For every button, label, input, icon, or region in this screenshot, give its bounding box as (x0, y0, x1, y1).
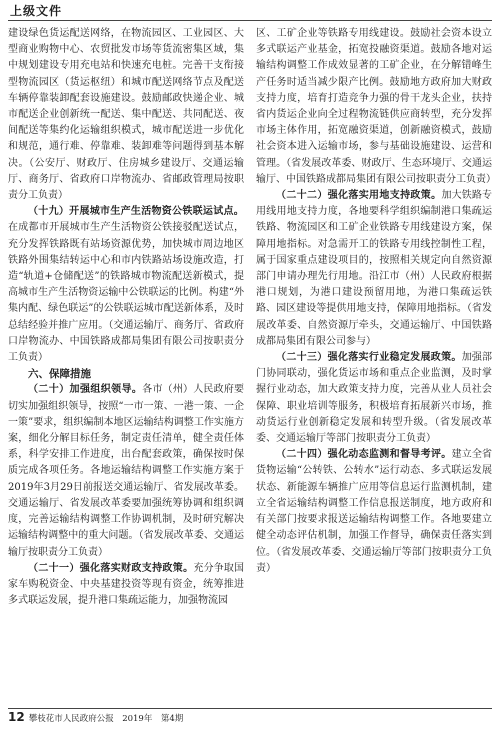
item-body: 加大铁路专用线用地支持力度，各地要科学组织编制港口集疏运铁路、物流园区和工矿企业铁路专用线建设方案，保障用地指标。对急需开工的铁路专用线控制性工程，属于国家重点建设项目的，按照相关规定向自然资源部门申请办理先行用地。沿江市（州）人民政府根据港口规划，为港口建设预留用地，为港口集疏运铁路、园区建设等提供用地支持，保障用地指标。（省发展改革委、自然资源厅牵头，交通运输厅、中国铁路成都局集团有限公司参与） (256, 190, 492, 347)
right-column (256, 26, 496, 577)
publication-name: 攀枝花市人民政府公报 2019年 第4期 (28, 714, 184, 724)
item-lead: （二十）加强组织领导。 (28, 384, 143, 396)
paragraph-item-20 (8, 382, 244, 560)
paragraph-item-21 (8, 561, 244, 610)
paragraph-item-23 (256, 350, 492, 447)
item-body: 加强部门协同联动，强化货运市场和重点企业监测，及时掌握行业动态，加大政策支持力度，完善从业人员社会保障、职业培训等服务，积极培育拓展新兴市场，推动货运行业创新稳定发展和转型升级。（省发展改革委、交通运输厅等部门按职责分工负责） (256, 352, 493, 445)
paragraph-item-19 (8, 204, 244, 366)
page-footer (8, 708, 492, 727)
item-body: 充分争取国家车购税资金、中央基建投资等现有资金，统筹推进多式联运发展，提升港口集疏运能力，加强物流园 (8, 562, 244, 607)
section-title: 上级文件 (10, 4, 63, 18)
item-body: 在成都市开展城市生产生活物资公铁接驳配送试点，充分发挥铁路既有站场资源优势，加快城市周边地区铁路外围集结转运中心和市内铁路站场设施改造，打造“轨道+仓储配送”的铁路城市物流配送新模式，提高城市生产生活物资运输中公铁联运的比例。构建“外集内配、绿色联运”的公铁联运城市配送新体系，及时总结经验并推广应用。（交通运输厅、商务厅、省政府口岸物流办、中国铁路成都局集团有限公司按职责分工负责） (8, 222, 244, 364)
item-lead: （十九）开展城市生产生活物资公铁联运试点。 (28, 206, 244, 218)
item-lead: （二十一）强化落实财政支持政策。 (28, 562, 194, 574)
page-header (8, 0, 492, 21)
item-body: 建立全省货物运输“公转铁、公转水”运行动态、多式联运发展状态、新能源车辆推广应用等信息运行监测机制，建立全省运输结构调整工作信息报送制度，地方政府和有关部门按要求报送运输结构调整工作。各地要建立健全动态评估机制，加强工作督导，确保责任落实到位。（省发展改革委、交通运输厅等部门按职责分工负责） (256, 449, 492, 574)
page-number: 12 (8, 710, 25, 724)
item-lead: （二十二）强化落实用地支持政策。 (276, 190, 442, 202)
paragraph: 建设绿色货运配送网络，在物流园区、工业园区、大型商业购物中心、农贸批发市场等货流密集区域，集中规划建设专用充电站和快速充电桩。完善干支衔接型物流园区（货运枢纽）和城市配送网络节点及配送车辆停靠装卸配套设施建设。鼓励邮政快递企业、城市配送企业创新统一配送、集中配送、共同配送、夜间配送等集约化运输组织模式，城市配送进一步优化和规范，通行难、停靠难、装卸难等问题得到基本解决。（公安厅、财政厅、住房城乡建设厅、交通运输厅、商务厅、省政府口岸物流办、省邮政管理局按职责分工负责） (8, 28, 244, 202)
paragraph-item-22 (256, 188, 492, 350)
left-column (8, 26, 244, 609)
item-body: 各市（州）人民政府要切实加强组织领导，按照“一市一策、一港一策、一企一策”要求，组织编制本地区运输结构调整工作实施方案，细化分解目标任务，制定责任清单，健全责任体系，科学安排工作进度，出台配套政策，确保按时保质完成各项任务。各地运输结构调整工作实施方案于2019年3月29日前报送交通运输厅、省发展改革委。交通运输厅、省发展改革委要加强统筹协调和组织调度，完善运输结构调整工作协调机制，及时研究解决运输结构调整中的重大问题。（省发展改革委、交通运输厅按职责分工负责） (8, 384, 245, 558)
item-lead: （二十四）强化动态监测和督导考评。 (276, 449, 452, 461)
paragraph: 区、工矿企业等铁路专用线建设。鼓励社会资本设立多式联运产业基金，拓宽投融资渠道。鼓励各地对运输结构调整工作成效显著的工矿企业，在分解错峰生产任务时适当减少限产比例。鼓励地方政府加大财政支持力度，培育打造竞争力强的骨干龙头企业，扶持省内货运企业向全过程物流链供应商转型，充分发挥市场主体作用，拓宽融资渠道，创新融资模式，鼓励社会资本进入运输市场，参与基础设施建设、运营和管理。（省发展改革委、财政厅、生态环境厅、交通运输厅、中国铁路成都局集团有限公司按职责分工负责） (256, 28, 496, 185)
section-heading: 六、保障措施 (28, 368, 91, 381)
paragraph-item-24 (256, 447, 492, 577)
item-lead: （二十三）强化落实行业稳定发展政策。 (276, 352, 462, 364)
